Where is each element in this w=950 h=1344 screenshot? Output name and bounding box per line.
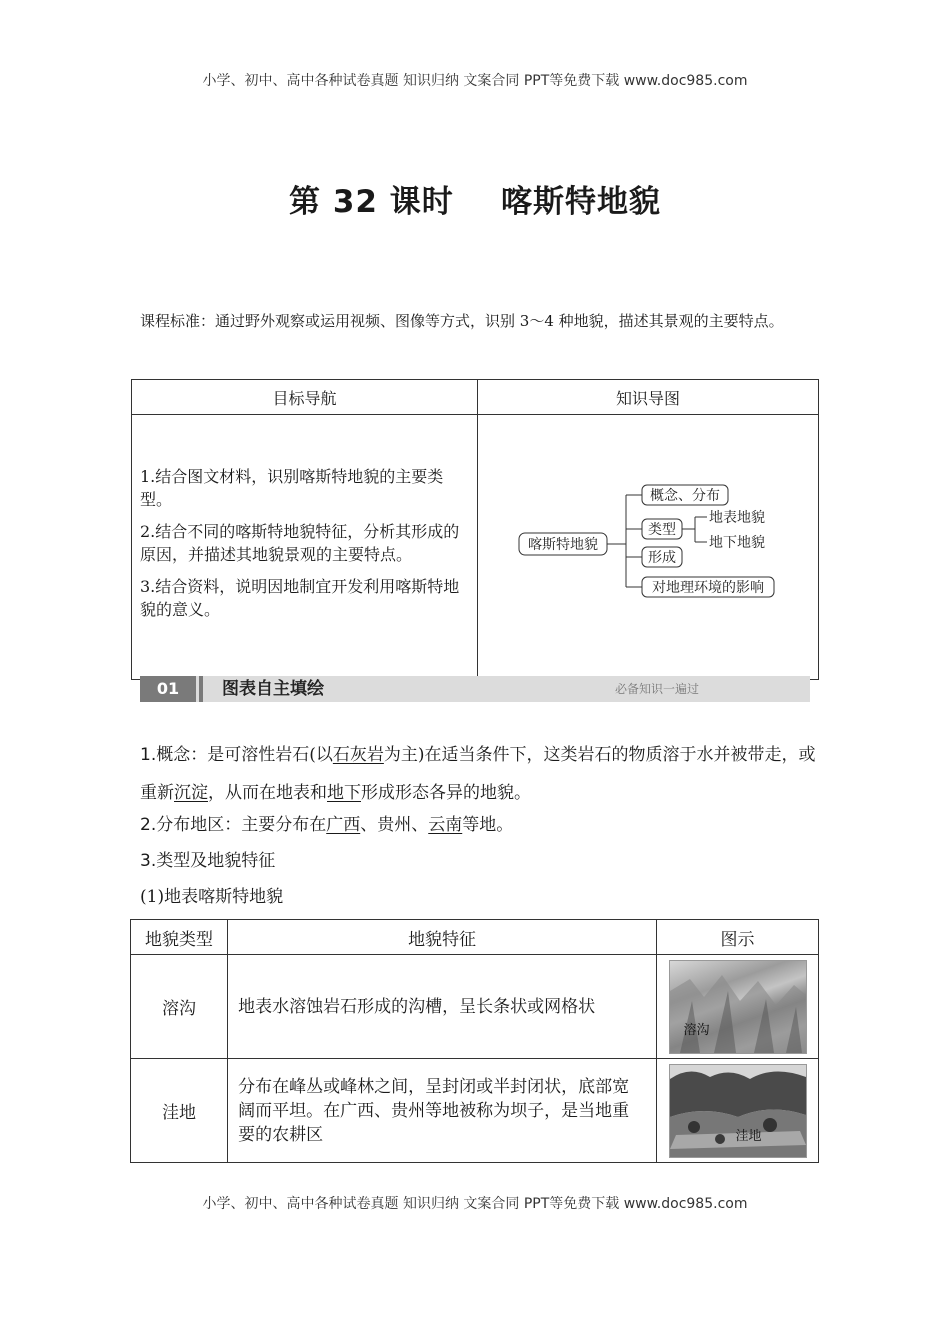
goals-header: 目标导航 (132, 380, 478, 415)
mindmap-node-underground: 地下地貌 (709, 535, 765, 551)
surface-karst-heading: (1)地表喀斯特地貌 (140, 887, 284, 907)
mindmap-node-surface: 地表地貌 (709, 510, 765, 526)
landform-feature: 分布在峰丛或峰林之间，呈封闭或半封闭状，底部宽阔而平坦。在广西、贵州等地被称为坝子，是当地重要的农耕区 (228, 1059, 657, 1163)
distribution-text: 等地。 (462, 815, 514, 835)
course-standard: 课程标准：通过野外观察或运用视频、图像等方式，识别 3～4 种地貌，描述其景观的主要特点。 (140, 312, 784, 330)
distribution-text: 、贵州、 (360, 815, 429, 835)
goals-cell (132, 415, 478, 680)
mindmap-node-formation: 形成 (648, 550, 676, 566)
landform-type: 洼地 (131, 1059, 228, 1163)
knowledge-mindmap (479, 416, 817, 678)
distribution-paragraph (140, 812, 820, 838)
distribution-text: 主要分布在 (241, 815, 327, 835)
answer-blank: 地下 (327, 783, 361, 803)
mindmap-node-concept: 概念、分布 (650, 488, 720, 504)
section-title: 图表自主填绘 (222, 679, 324, 699)
table-header: 地貌类型 (131, 920, 228, 955)
page-title: 第 32 课时 喀斯特地貌 (289, 184, 661, 220)
goal-item: 3.结合资料，说明因地制宜开发利用喀斯特地貌的意义。 (140, 576, 460, 619)
concept-text: 是可溶性岩石(以 (207, 745, 333, 765)
karren-photo (669, 960, 807, 1054)
photo-caption: 溶沟 (683, 1022, 710, 1038)
mindmap-cell (478, 415, 819, 680)
concept-text: 为主)在适当条件下，这类岩石的物质溶于水并被带走，或重新 (140, 745, 816, 803)
page-footer: 小学、初中、高中各种试卷真题 知识归纳 文案合同 PPT等免费下载 www.doc985.com (202, 1196, 748, 1212)
mindmap-node-type: 类型 (648, 522, 676, 538)
answer-blank: 云南 (428, 815, 463, 835)
depression-photo (669, 1064, 807, 1158)
table-header: 地貌特征 (228, 920, 657, 955)
mindmap-root: 喀斯特地貌 (528, 537, 598, 553)
goal-item: 2.结合不同的喀斯特地貌特征，分析其形成的原因，并描述其地貌景观的主要特点。 (140, 521, 460, 564)
concept-paragraph (140, 736, 820, 812)
goal-item: 1.结合图文材料，识别喀斯特地貌的主要类型。 (140, 466, 444, 509)
answer-blank: 石灰岩 (332, 745, 384, 765)
section-subtitle: 必备知识一遍过 (615, 682, 700, 696)
section-number: 01 (140, 676, 196, 702)
table-header: 图示 (657, 920, 819, 955)
distribution-label: 2.分布地区： (140, 815, 242, 835)
mindmap-header: 知识导图 (478, 380, 819, 415)
landform-table (130, 919, 819, 1163)
table-row (131, 955, 819, 1059)
table-row (131, 1059, 819, 1163)
mindmap-node-impact: 对地理环境的影响 (652, 580, 764, 596)
concept-text: 形成形态各异的地貌。 (361, 783, 531, 803)
concept-label: 1.概念： (140, 745, 208, 765)
landform-feature: 地表水溶蚀岩石形成的沟槽，呈长条状或网格状 (228, 955, 657, 1059)
landform-type: 溶沟 (131, 955, 228, 1059)
answer-blank: 沉淀 (174, 783, 208, 803)
concept-text: ，从而在地表和 (208, 783, 327, 803)
banner-divider (199, 676, 203, 702)
page-header: 小学、初中、高中各种试卷真题 知识归纳 文案合同 PPT等免费下载 www.doc985.com (202, 73, 748, 89)
photo-caption: 洼地 (735, 1128, 762, 1144)
types-heading: 3.类型及地貌特征 (140, 851, 276, 871)
goals-table (131, 379, 819, 680)
answer-blank: 广西 (326, 815, 361, 835)
